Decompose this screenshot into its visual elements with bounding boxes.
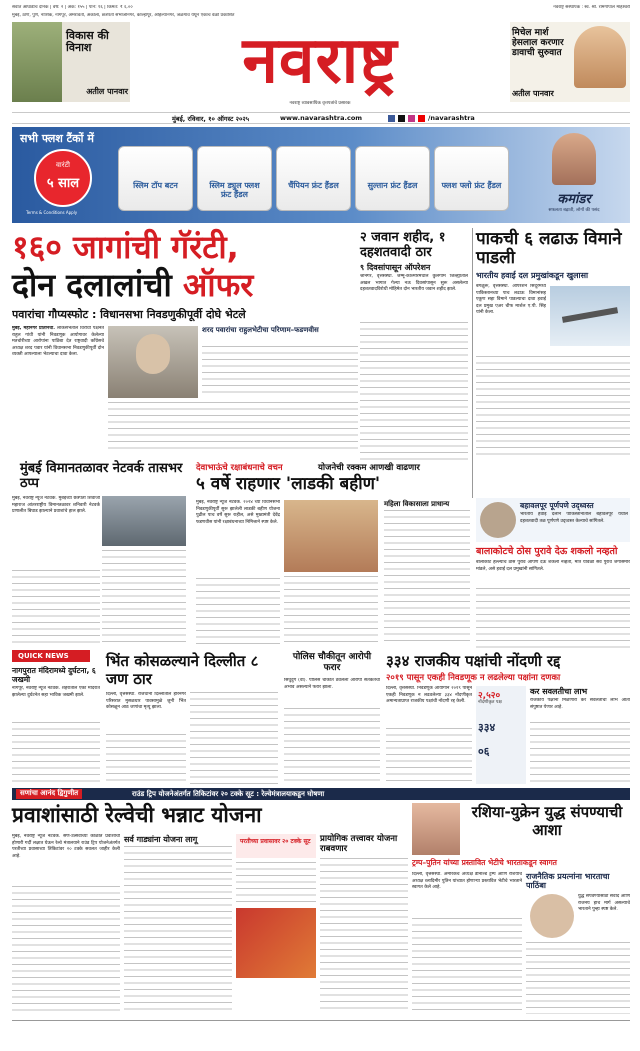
quicknews-text bbox=[12, 722, 100, 784]
warranty-badge bbox=[34, 149, 92, 207]
ladki-body: मुंबई, नवराष्ट्र न्यूज नेटवर्क. २०२४ च्या विधानसभा निवडणुकीपूर्वी सुरू झालेली लाडकी बहीण योजना पुढील पाच वर्षे सुरू राहील, असे मुख्यमंत्री देवेंद्र फडणवीस यांनी रक्षाबंधनाच्या निमित्ताने स्पष्ट केले. bbox=[196, 500, 280, 525]
lead-column-text bbox=[202, 346, 358, 396]
parties-text bbox=[386, 728, 472, 784]
operation-headline: बहावलपूर पूर्णपणे उद्ध्वस्त bbox=[520, 501, 594, 510]
product-label: सुल्तान फ्रंट हैंडल bbox=[367, 181, 418, 190]
ladki-kicker-1: देवाभाऊंचे रक्षाबंधनाचे वचन bbox=[196, 463, 283, 473]
russia-text bbox=[412, 918, 522, 1014]
train-photo bbox=[236, 908, 316, 978]
product-slim-dual bbox=[197, 146, 272, 211]
airport-headline: मुंबई विमानतळावर नेटवर्क तासभर ठप्प bbox=[20, 461, 183, 491]
rail-text bbox=[236, 862, 316, 906]
x-icon[interactable] bbox=[398, 115, 405, 122]
badge-years: ५ साल bbox=[46, 176, 80, 191]
right-promo[interactable] bbox=[510, 22, 630, 102]
lead-headline-1: १६० जागांची गॅरंटी, bbox=[12, 228, 239, 266]
rail-box-text bbox=[124, 846, 232, 1014]
lead-headline-2b: ऑफर bbox=[182, 266, 254, 304]
product-sultan bbox=[355, 146, 430, 211]
martyrs-subhead: ९ दिवसांपासून ऑपरेशन bbox=[360, 263, 431, 272]
pawar-photo bbox=[108, 326, 198, 398]
parties-side-body: राजकीय पक्षांना मिळणारा कर सवलतीचा लाभ आता संपुष्टात येणार आहे. bbox=[530, 698, 630, 710]
lead-headline-2a: दोन दलालांची bbox=[12, 266, 172, 304]
editions-line: मुंबई, ठाणे, पुणे, नाशिक, नागपूर, अमरावती, अकोला, छत्रपती संभाजीनगर, कोल्हापूर, अहिल्यानगर, जळगाव येथून एकाच वेळी प्रकाशित bbox=[12, 13, 235, 18]
russia-subhead: ट्रम्प–पुतिन यांच्या प्रस्तावित भेटीचे भारताकडून स्वागत bbox=[412, 858, 557, 867]
operation-body: भारतीय हवाई दलाने पाकिस्तानातील बहावलपूर येथील दहशतवादी तळ पूर्णपणे उद्ध्वस्त केल्याचे सांगितले. bbox=[520, 512, 628, 524]
rail-body: मुंबई, नवराष्ट्र न्यूज नेटवर्क. सण-उत्सवाच्या काळात प्रवाशांची होणारी गर्दी लक्षात घेऊन रेल्वे मंत्रालयाने राउंड ट्रिप योजनेअंतर्गत परतीच्या प्रवासाच्या तिकिटांवर २० टक्के सवलत जाहीर केली आहे. bbox=[12, 834, 120, 859]
parties-subhead: २०१९ पासून एकही निवडणूक न लढलेल्या पक्षांना दणका bbox=[386, 673, 561, 683]
stat-total: २,५२० bbox=[478, 691, 501, 701]
russia-headline: रशिया-युक्रेन युद्ध संपण्याची आशा bbox=[471, 803, 623, 839]
website-link[interactable]: www.navarashtra.com bbox=[280, 114, 363, 122]
balakot-body: बालाकोट हल्ल्याचे ठोस पुरावे आपण देऊ शकलो नव्हतो, मात्र यावेळी सर्व पुरावे जगासमोर मांडले, असे हवाई दल प्रमुखांनी सांगितले. bbox=[476, 560, 630, 572]
footer-rule bbox=[12, 1020, 630, 1021]
police-headline: पोलिस चौकीतून आरोपी फरार bbox=[292, 652, 372, 673]
product-label: फ्लश फ्लो फ्रंट हैंडल bbox=[441, 181, 502, 190]
right-promo-author: अतील पानवार bbox=[512, 89, 554, 98]
fighter-jet-photo bbox=[550, 286, 630, 346]
wall-body: दिल्ली, वृत्तसंस्था. राजधानी दिल्लीतील हरिनगर परिसरात मुसळधार पावसामुळे जुनी भिंत कोसळून आठ जणांचा मृत्यू झाला. bbox=[106, 692, 186, 711]
left-promo[interactable] bbox=[12, 22, 130, 102]
modi-photo bbox=[530, 894, 574, 938]
advert-headline: सभी फ्लश टैंकों में bbox=[20, 132, 94, 145]
brand-name: कमांडर bbox=[557, 192, 591, 207]
badge-top: वारंटी bbox=[56, 161, 70, 169]
product-label: चैंपियन फ्रंट हैंडल bbox=[288, 181, 339, 190]
parties-headline: ३३४ राजकीय पक्षांची नोंदणी रद्द bbox=[386, 652, 561, 670]
russia-side-body: युद्ध संपवण्यासाठी संवाद आणि राजनय हाच मार्ग असल्याचे भारताने पुन्हा स्पष्ट केले. bbox=[578, 894, 630, 913]
instagram-icon[interactable] bbox=[408, 115, 415, 122]
ladki-kicker-2: योजनेची रक्कम आणखी वाढणार bbox=[318, 463, 420, 473]
rail-text bbox=[12, 886, 120, 1014]
lead-headline-2 bbox=[12, 266, 253, 304]
badge-terms: Terms & Conditions Apply bbox=[26, 210, 78, 215]
column-rule bbox=[472, 228, 473, 498]
pak-text bbox=[476, 356, 630, 456]
left-promo-author: अतील पानवार bbox=[86, 87, 128, 96]
facebook-icon[interactable] bbox=[388, 115, 395, 122]
brand-sub: सफलता बढ़ाती, लोगों की पसंद bbox=[548, 208, 600, 213]
rail-headline: प्रवाशांसाठी रेल्वेची भन्नाट योजना bbox=[12, 803, 262, 827]
rail-box-sub: परतीच्या प्रवासावर २० टक्के सूट bbox=[240, 838, 311, 845]
martyrs-text bbox=[360, 322, 468, 460]
stat-left: ०६ bbox=[478, 745, 490, 758]
rail-strap-bar bbox=[12, 788, 630, 800]
ladki-text bbox=[196, 578, 280, 646]
youtube-icon[interactable] bbox=[418, 115, 425, 122]
product-flush-flow bbox=[434, 146, 509, 211]
parties-side-text bbox=[530, 722, 630, 784]
quicknews-label-bar bbox=[12, 650, 90, 662]
police-body: सिंधुदुर्ग (वा). पोलिस चौकीत ठेवलेला आरोपी सतर्कतेचा अभाव असल्याने फरार झाला. bbox=[284, 678, 380, 690]
party-stats bbox=[476, 686, 526, 784]
operation-box bbox=[476, 498, 630, 542]
pak-body: बंगळुरू, वृत्तसंस्था. ऑपरेशन सिंदूरमध्ये पाकिस्तानच्या पाच लढाऊ विमानांसह एकूण सहा विमाने पाडल्याचा दावा हवाई दल प्रमुख एअर चीफ मार्शल ए.पी. सिंह यांनी केला. bbox=[476, 284, 546, 316]
right-promo-title: मिचेल मार्श हेसलाल करणार डावाची सुरुवात bbox=[512, 28, 564, 58]
masthead-title: नवराष्ट्र bbox=[242, 24, 398, 98]
social-handle[interactable]: /navarashtra bbox=[428, 114, 475, 122]
rail-box-title: सर्व गाड्यांना योजना लागू bbox=[124, 835, 198, 844]
issue-line: सर्वात आघाडीचे दैनिक | वर्ष: २ | अंक: १५५ | पाने: १६ | किंमत: ₹ ६.०० bbox=[12, 5, 133, 10]
ladki-headline: ५ वर्षे राहणार 'लाडकी बहीण' bbox=[196, 474, 381, 494]
rail-strap: राउंड ट्रिप योजनेअंतर्गत तिकिटांवर २० टक्के सूट : रेल्वेमंत्रालयाकडून घोषणा bbox=[132, 790, 325, 798]
lead-dateline: मुंबई, महानगर प्रतिनिधी. bbox=[12, 326, 55, 331]
air-chief-photo bbox=[480, 502, 516, 538]
balakot-headline: बालाकोटचे ठोस पुरावे देऊ शकलो नव्हतो bbox=[476, 546, 618, 557]
wall-text bbox=[106, 734, 186, 784]
lead-body: लोकसभेतील विरोधी पक्षनेते राहुल गांधी यांनी निवडणूक आयोगावर केलेल्या मतचोरीच्या आरोपांना पाठिंबा देत राष्ट्रवादी काँग्रेसचे अध्यक्ष शरद पवार यांनी विधानसभा निवडणुकीपूर्वी दोन व्यक्ती आपल्याला भेटल्याचा दावा केला. bbox=[12, 326, 104, 358]
lead-subhead: पवारांचा गौप्यस्फोट : विधानसभा निवडणुकीपूर्वी दोघे भेटले bbox=[12, 308, 246, 321]
russia-side-title: राजनैतिक प्रयत्नांना भारताचा पाठिंबा bbox=[526, 872, 610, 890]
pawar-face bbox=[136, 334, 170, 374]
product-slim-top bbox=[118, 146, 193, 211]
player-photo bbox=[574, 26, 626, 88]
lead-caption: शरद पवारांचा राहुलभेटीचा परिणाम–फडणवीस bbox=[202, 326, 319, 334]
lead-column-text bbox=[108, 402, 358, 454]
airport-text bbox=[102, 550, 186, 646]
tagline: नवराष्ट्र व्यावसायिक वृत्तपत्रांचे प्रसारक bbox=[289, 101, 351, 106]
trump-photo bbox=[412, 803, 460, 855]
airport-body: मुंबई, नवराष्ट्र न्यूज नेटवर्क. मुंबईच्या छत्रपती शिवाजी महाराज आंतरराष्ट्रीय विमानतळावर शनिवारी नेटवर्क प्रणालीत बिघाड झाल्याने प्रवाशांचे हाल झाले. bbox=[12, 496, 100, 515]
martyrs-headline: २ जवान शहीद, १ दहशतवादी ठार bbox=[360, 230, 446, 260]
rail-offer-box bbox=[236, 834, 316, 858]
rail-trial-title: प्रायोगिक तत्त्वावर योजना राबवणार bbox=[320, 834, 398, 854]
pak-headline: पाकची ६ लढाऊ विमाने पाडली bbox=[476, 229, 622, 268]
stat-total-label: नोंदणीकृत पक्ष bbox=[478, 700, 502, 705]
wall-headline: भिंत कोसळल्याने दिल्लीत ८ जण ठार bbox=[106, 652, 259, 688]
product-champion bbox=[276, 146, 351, 211]
dateline: मुंबई, रविवार, १० ऑगस्ट २०२५ bbox=[172, 115, 250, 123]
airport-photo bbox=[102, 496, 186, 546]
quicknews-label: QUICK NEWS bbox=[18, 652, 69, 660]
police-text bbox=[284, 708, 380, 784]
women-title: महिला विकासाला प्राधान्य bbox=[384, 500, 450, 508]
quicknews-title: नागपुरात मंदिरामध्ये दुर्घटना, ६ जखमी bbox=[12, 666, 96, 684]
airport-text bbox=[12, 570, 100, 646]
russia-side-text bbox=[526, 942, 630, 1014]
parties-side-title: कर सवलतीचा लाभ bbox=[530, 687, 588, 696]
founder-line: नवराष्ट्र संस्थापक : स्व. श्री. रामगोपाल माहेश्वरी bbox=[553, 5, 630, 10]
rakhi-photo bbox=[284, 500, 378, 572]
left-promo-title: विकास की विनाश bbox=[66, 29, 109, 54]
product-label: स्लिम ड्युल फ्लश फ्रंट हैंडल bbox=[209, 181, 260, 199]
stat-removed: ३३४ bbox=[478, 721, 496, 734]
jet-icon bbox=[562, 307, 618, 323]
rail-kicker: सणांचा आनंद द्विगुणीत bbox=[16, 789, 82, 799]
brand-block bbox=[524, 131, 624, 219]
parties-body: दिल्ली, वृत्तसंस्था. निवडणूक आयोगाने २०१९ पासून एकही निवडणूक न लढवलेल्या ३३४ नोंदणीकृत अमान्यताप्राप्त राजकीय पक्षांची नोंदणी रद्द केली. bbox=[386, 686, 472, 705]
dateline-bar bbox=[12, 112, 630, 124]
pak-subhead: भारतीय हवाई दल प्रमुखांकडून खुलासा bbox=[476, 271, 589, 280]
balakot-text bbox=[476, 588, 630, 648]
lead-column-1 bbox=[12, 326, 104, 454]
wall-text bbox=[190, 692, 278, 784]
ladki-text bbox=[284, 576, 378, 646]
women-text bbox=[384, 510, 470, 646]
rail-trial-text bbox=[320, 858, 408, 1014]
russia-body: दिल्ली, वृत्तसंस्था. अमेरिकेचे अध्यक्ष डोनाल्ड ट्रम्प आणि रशियाचे अध्यक्ष व्लादिमीर पुतिन यांच्यात होणाऱ्या प्रस्तावित भेटीचे भारताने स्वागत केले आहे. bbox=[412, 872, 522, 891]
product-label: स्लिम टॉप बटन bbox=[133, 181, 178, 190]
model-photo bbox=[552, 133, 596, 185]
quicknews-body: नागपूर, नवराष्ट्र न्यूज नेटवर्क. शहरातील एका मंदिरात झालेल्या दुर्घटनेत सहा भाविक जखमी झाले. bbox=[12, 686, 100, 698]
martyrs-body: श्रीनगर, वृत्तसंस्था. जम्मू-काश्मीरमधील कुलगाम जिल्ह्यातील अखल भागात गेल्या नऊ दिवसांपासून सुरू असलेल्या दहशतवादविरोधी मोहिमेत दोन भारतीय जवान शहीद झाले. bbox=[360, 274, 468, 293]
